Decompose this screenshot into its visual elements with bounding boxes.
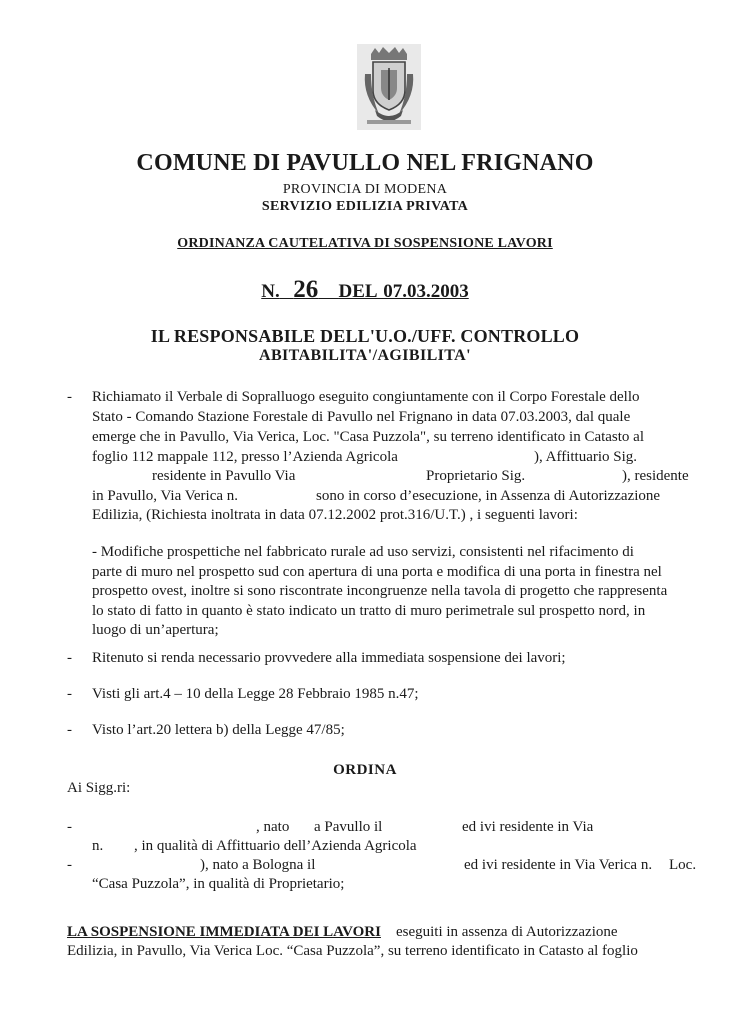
person1-birthplace: a Pavullo il — [314, 819, 383, 835]
ordinance-number-line — [0, 276, 730, 304]
bullet-dash: - — [67, 389, 72, 405]
paragraph-line: emerge che in Pavullo, Via Verica, Loc. "Casa Puzzola", su terreno identificato in Catasto al — [92, 429, 645, 445]
paragraph-fragment: ), residente — [622, 468, 689, 484]
suspension-text: eseguiti in assenza di Autorizzazione — [395, 924, 618, 940]
paragraph-line: Edilizia, (Richiesta inoltrata in data 07.12.2002 prot.316/U.T.) , i seguenti lavori: — [92, 507, 578, 523]
person1-residence: ed ivi residente in Via — [462, 819, 594, 835]
suspension-heading: LA SOSPENSIONE IMMEDIATA DEI LAVORI — [67, 924, 381, 940]
bullet-dash: - — [67, 650, 72, 666]
province-name: PROVINCIA DI MODENA — [282, 182, 448, 197]
consideration-item: Ritenuto si renda necessario provvedere alla immediata sospensione dei lavori; — [92, 650, 566, 666]
works-description-line: - Modifiche prospettiche nel fabbricato rurale ad uso servizi, consistenti nel rifacimento di — [92, 544, 634, 560]
ordinance-date: DEL 07.03.2003 — [338, 281, 469, 302]
bullet-dash: - — [67, 857, 72, 873]
person2-residence: ed ivi residente in Via Verica n. — [464, 857, 653, 873]
paragraph-fragment: in Pavullo, Via Verica n. — [92, 488, 239, 504]
bullet-dash: - — [67, 686, 72, 702]
person1-role: , in qualità di Affittuario dell’Azienda Agricola — [134, 838, 417, 854]
works-description-line: parte di muro nel prospetto sud con apertura di una porta e modifica di una porta in finestra nel — [92, 564, 662, 580]
municipal-coat-of-arms — [357, 44, 421, 130]
addressee-intro: Ai Sigg.ri: — [67, 780, 131, 796]
person2-locality: Loc. — [669, 857, 697, 873]
paragraph-line: foglio 112 mappale 112, presso l’Azienda Agricola — [92, 449, 398, 465]
works-description-line: lo stato di fatto in quanto è stato indicato un tratto di muro perimetrale sul prospetto nord, in — [92, 603, 646, 619]
works-description-line: prospetto ovest, inoltre si sono riscontrate incongruenze nella tavola di progetto che rappresenta — [92, 583, 668, 599]
consideration-item: Visti gli art.4 – 10 della Legge 28 Febbraio 1985 n.47; — [92, 686, 419, 702]
person2-born: ), nato a Bologna il — [200, 857, 316, 873]
responsible-title-line1: IL RESPONSABILE DELL'U.O./UFF. CONTROLLO — [150, 326, 580, 346]
paragraph-fragment: ), Affittuario Sig. — [534, 449, 638, 465]
responsible-title-line2: ABITABILITA'/AGIBILITA' — [259, 347, 471, 364]
consideration-item: Visto l’art.20 lettera b) della Legge 47/85; — [92, 722, 345, 738]
bullet-dash: - — [67, 819, 72, 835]
works-description-line: luogo di un’apertura; — [92, 622, 219, 638]
paragraph-fragment: residente in Pavullo Via — [152, 468, 296, 484]
suspension-order-line2: Edilizia, in Pavullo, Via Verica Loc. “Casa Puzzola”, su terreno identificato in Catasto al foglio — [67, 943, 638, 959]
paragraph-fragment: sono in corso d’esecuzione, in Assenza di Autorizzazione — [316, 488, 661, 504]
person1-number: n. — [92, 838, 104, 854]
person2-role: “Casa Puzzola”, in qualità di Proprietario; — [92, 876, 345, 892]
municipality-name: COMUNE DI PAVULLO NEL FRIGNANO — [136, 150, 594, 176]
ordinance-number: 26 — [293, 276, 319, 303]
ordinance-title: ORDINANZA CAUTELATIVA DI SOSPENSIONE LAVORI — [177, 236, 553, 251]
paragraph-line: Stato - Comando Stazione Forestale di Pavullo nel Frignano in data 07.03.2003, dal quale — [92, 409, 631, 425]
number-prefix: N. — [261, 281, 280, 302]
service-name: SERVIZIO EDILIZIA PRIVATA — [261, 199, 469, 214]
suspension-order-line — [67, 924, 618, 941]
paragraph-line: Richiamato il Verbale di Sopralluogo eseguito congiuntamente con il Corpo Forestale dello — [92, 389, 640, 405]
ordina-heading: ORDINA — [333, 762, 397, 778]
bullet-dash: - — [67, 722, 72, 738]
person1-born: , nato — [256, 819, 290, 835]
paragraph-fragment: Proprietario Sig. — [426, 468, 526, 484]
